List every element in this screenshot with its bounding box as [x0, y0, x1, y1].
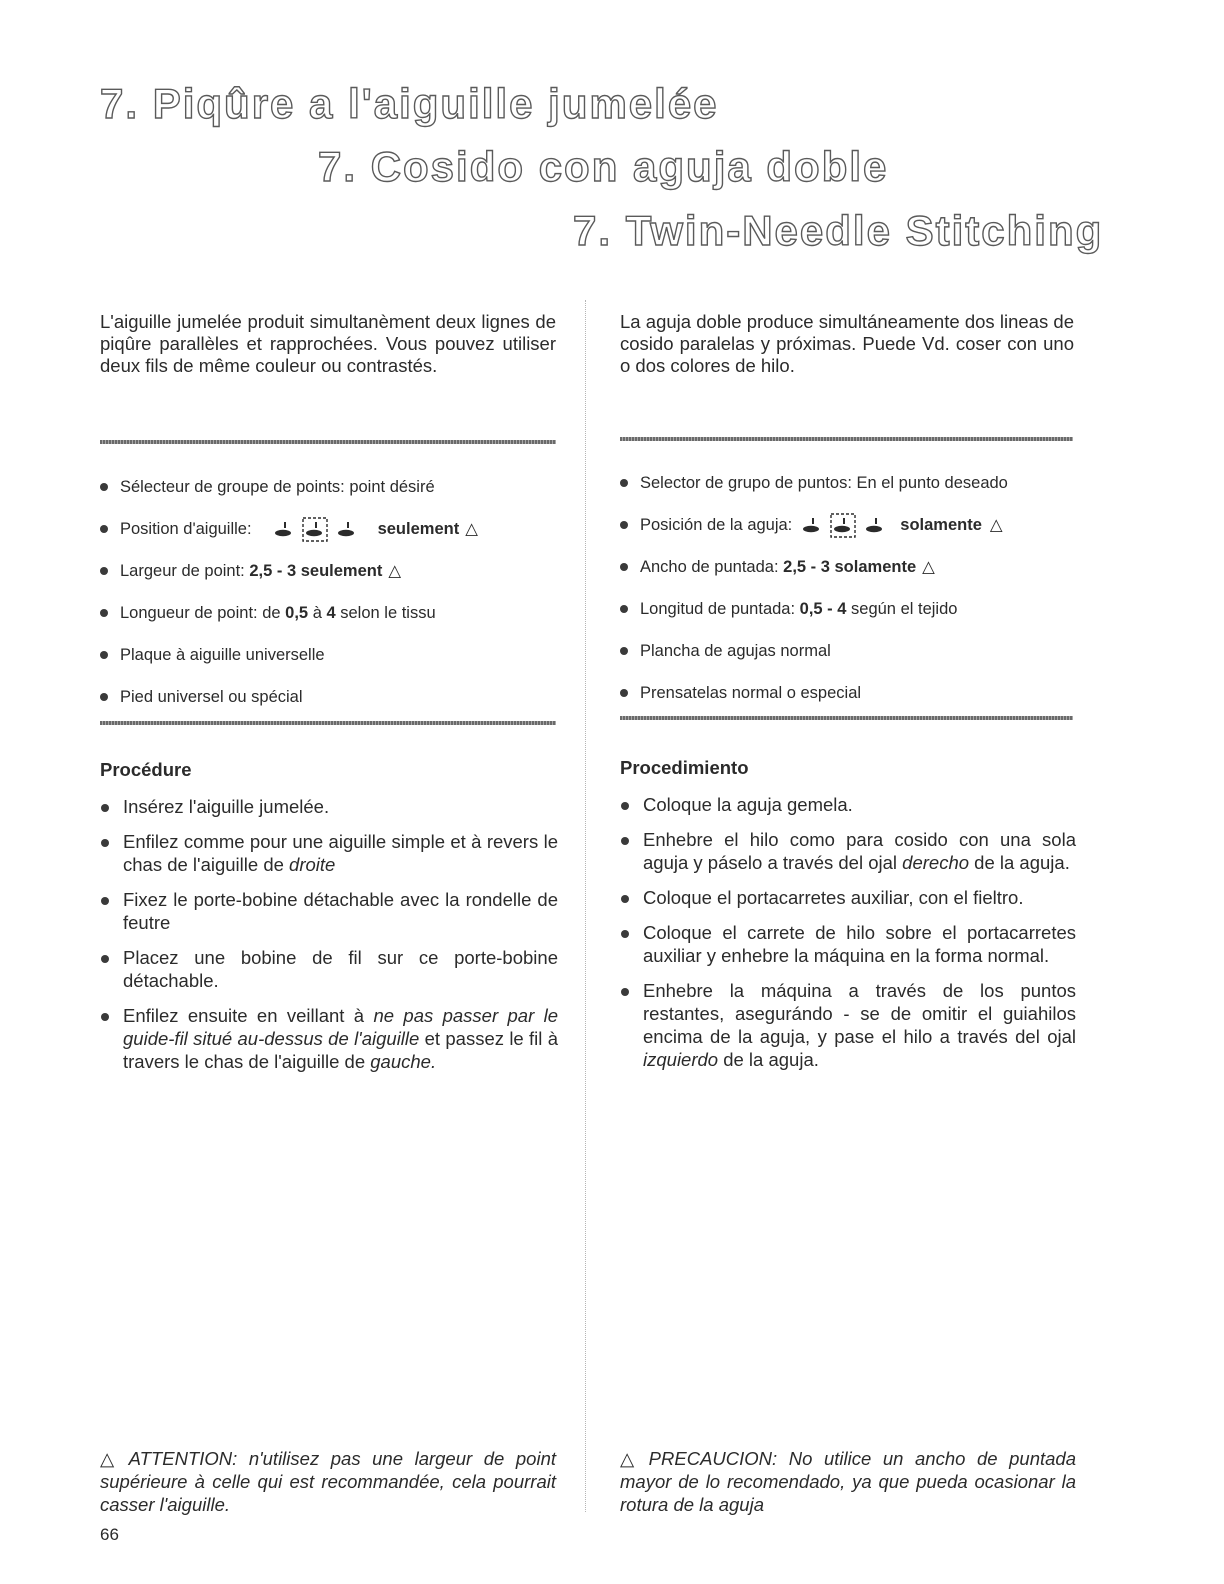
setting-stitch-width: Largeur de point: 2,5 - 3 seulement △: [100, 550, 558, 592]
procedure-title: Procédure: [100, 759, 192, 780]
setting-needle-position: Posición de la aguja: solamente △: [620, 504, 1078, 546]
setting-stitch-length: Longitud de puntada: 0,5 - 4 según el tejido: [620, 588, 1078, 630]
setting-needle-plate: Plaque à aiguille universelle: [100, 634, 558, 676]
bullet: [101, 1013, 109, 1021]
procedure-steps: [620, 793, 1076, 1083]
intro-paragraph: La aguja doble produce simultáneamente dos lineas de cosido paralelas y próximas. Puede Vd. coser con uno o dos colores de hilo.: [620, 311, 1074, 376]
title-spanish: 7. Cosido con aguja doble: [318, 143, 889, 190]
setting-needle-plate: Plancha de agujas normal: [620, 630, 1078, 672]
bullet: [620, 563, 628, 571]
warning-triangle-icon: △: [388, 562, 402, 580]
procedure-step: Enfilez comme pour une aiguille simple et à revers le chas de l'aiguille de droite: [100, 830, 558, 876]
bullet: [100, 693, 108, 701]
bullet: [620, 521, 628, 529]
bullet: [100, 609, 108, 617]
settings-list: [100, 466, 558, 718]
setting-stitch-selector: Sélecteur de groupe de points: point désiré: [100, 466, 558, 508]
divider-top: [620, 437, 1073, 441]
bullet: [621, 988, 629, 996]
procedure-step: Enhebre la máquina a través de los puntos restantes, asegurándo - se de omitir el guiahilos encima de la aguja, y pase el hilo a través del ojal izquierdo de la aguja.: [620, 979, 1076, 1071]
setting-stitch-length: Longueur de point: de 0,5 à 4 selon le tissu: [100, 592, 558, 634]
warning-triangle-icon: △: [989, 516, 1003, 534]
bullet: [100, 483, 108, 491]
bullet: [621, 895, 629, 903]
bullet: [101, 804, 109, 812]
title-french: 7. Piqûre a l'aiguille jumelée: [100, 80, 719, 127]
procedure-step: Placez une bobine de fil sur ce porte-bobine détachable.: [100, 946, 558, 992]
warning-triangle-icon: △: [100, 1448, 121, 1469]
setting-needle-position: Position d'aiguille: seulement △: [100, 508, 558, 550]
warning-triangle-icon: △: [922, 558, 935, 576]
procedure-step: Fixez le porte-bobine détachable avec la rondelle de feutre: [100, 888, 558, 934]
title-english: 7. Twin-Needle Stitching: [573, 207, 1104, 254]
procedure-step: Coloque el portacarretes auxiliar, con el fieltro.: [620, 886, 1076, 909]
divider-bottom: [620, 716, 1073, 720]
divider-bottom: [100, 721, 556, 725]
bullet: [621, 837, 629, 845]
warning-triangle-icon: △: [620, 1448, 641, 1469]
setting-presser-foot: Prensatelas normal o especial: [620, 672, 1078, 714]
bullet: [620, 479, 628, 487]
bullet: [100, 567, 108, 575]
warning-note: △ ATTENTION: n'utilisez pas une largeur de point supérieure à celle qui est recommandée, cela pourrait casser l'aiguille.: [100, 1448, 556, 1515]
bullet: [101, 897, 109, 905]
bullet: [101, 839, 109, 847]
warning-note: △ PRECAUCION: No utilice un ancho de puntada mayor de lo recomendado, ya que pueda ocasionar la rotura de la aguja: [620, 1448, 1076, 1515]
divider-top: [100, 440, 556, 444]
procedure-step: Coloque la aguja gemela.: [620, 793, 1076, 816]
procedure-title: Procedimiento: [620, 757, 749, 778]
needle-position-icon: [272, 514, 362, 544]
column-separator: [585, 300, 586, 1512]
setting-stitch-selector: Selector de grupo de puntos: En el punto deseado: [620, 462, 1078, 504]
setting-presser-foot: Pied universel ou spécial: [100, 676, 558, 718]
intro-paragraph: L'aiguille jumelée produit simultanèment deux lignes de piqûre parallèles et rapprochées. Vous pouvez utiliser deux fils de même couleur ou contrastés.: [100, 311, 556, 376]
procedure-step: Enhebre el hilo como para cosido con una sola aguja y páselo a través del ojal derecho de la aguja.: [620, 828, 1076, 874]
bullet: [100, 651, 108, 659]
page-number: 66: [100, 1525, 119, 1544]
bullet: [620, 689, 628, 697]
procedure-step: Insérez l'aiguille jumelée.: [100, 795, 558, 818]
bullet: [100, 525, 108, 533]
warning-triangle-icon: △: [465, 520, 478, 538]
settings-list: [620, 462, 1078, 714]
bullet: [620, 647, 628, 655]
procedure-step: Enfilez ensuite en veillant à ne pas passer par le guide-fil situé au-dessus de l'aiguille et passez le fil à travers le chas de l'aiguille de gauche.: [100, 1004, 558, 1073]
bullet: [621, 802, 629, 810]
bullet: [621, 930, 629, 938]
setting-stitch-width: Ancho de puntada: 2,5 - 3 solamente △: [620, 546, 1078, 588]
procedure-steps: [100, 795, 558, 1085]
procedure-step: Coloque el carrete de hilo sobre el portacarretes auxiliar y enhebre la máquina en la forma normal.: [620, 921, 1076, 967]
needle-position-icon: [800, 510, 890, 540]
bullet: [101, 955, 109, 963]
bullet: [620, 605, 628, 613]
